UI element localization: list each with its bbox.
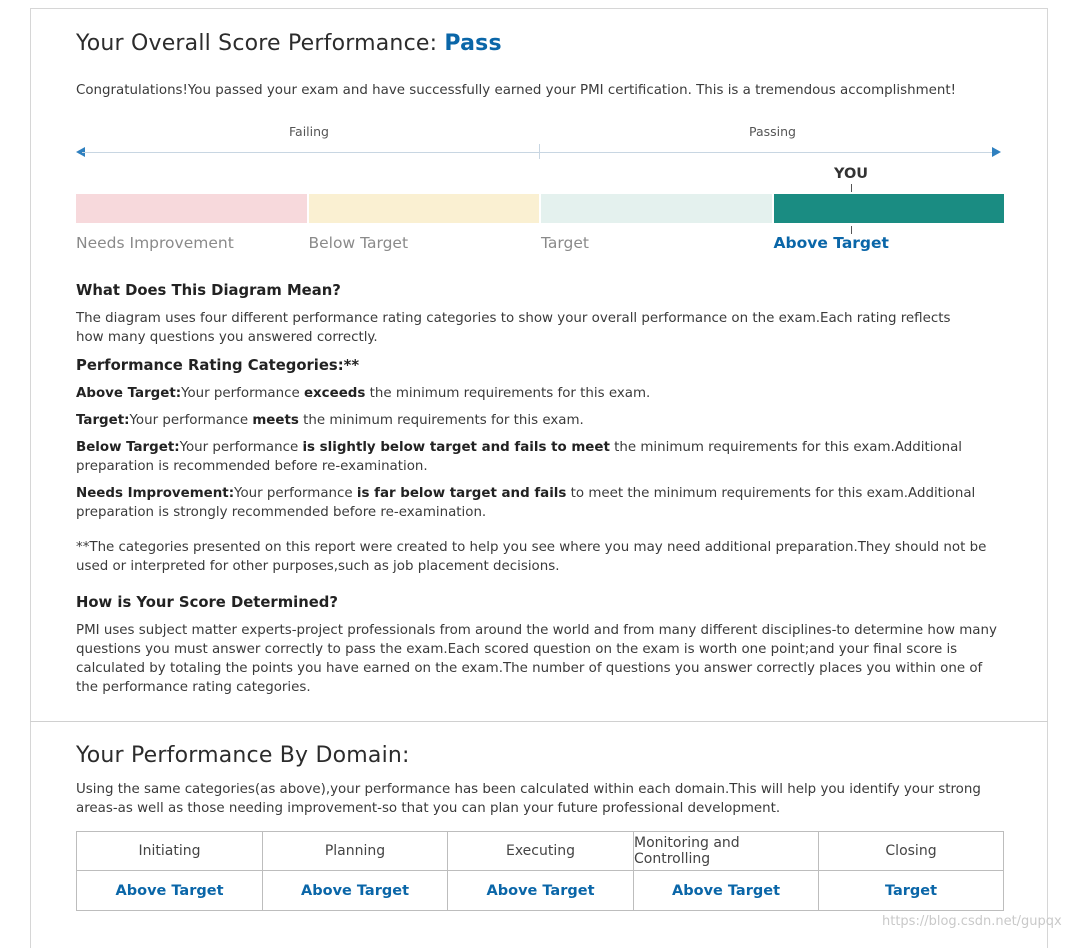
domain-performance-title: Your Performance By Domain: [76, 743, 410, 768]
domain-table [76, 831, 1004, 911]
scale-label-above-target: Above Target [773, 234, 889, 252]
overall-result: Pass [444, 31, 502, 56]
rating-needs-text-1: Your performance [234, 486, 357, 501]
score-determination-text: PMI uses subject matter experts-project professionals from around the world and from many different disciplines-to determine how many questions you must answer correctly to pass the exam.Each scored question on the exam is worth one point;and your final score is calculated by totaling the points you have earned on the exam.The number of questions you answer correctly places you within one of the performance rating categories. [76, 623, 997, 695]
rating-target-label: Target: [76, 413, 130, 428]
scale-label-target: Target [541, 234, 589, 252]
domain-column [819, 832, 1003, 910]
rating-above-target [76, 384, 1006, 403]
diagram-meaning-text: The diagram uses four different performance rating categories to show your overall performance on the exam.Each rating reflects how many questions you answered correctly. [76, 311, 951, 345]
domain-rating: Above Target [486, 882, 595, 899]
domain-name: Executing [448, 832, 633, 871]
rating-needs-text-2: to meet the minimum requirements for this exam.Additional preparation is strongly recommended before re-examination. [76, 486, 976, 520]
domain-name: Monitoring and Controlling [634, 832, 818, 871]
overall-score-title [76, 31, 502, 56]
domain-performance-text: Using the same categories(as above),your performance has been calculated within each domain.This will help you identify your strong areas-as well as those needing improvement-so that you can plan your future professional development. [76, 782, 981, 816]
rating-below-text-1: Your performance [179, 440, 303, 455]
overall-title-prefix: Your Overall Score Performance: [76, 31, 445, 56]
domain-rating: Above Target [115, 882, 224, 899]
scale-segment-below-target [309, 194, 540, 223]
scale-midpoint-tick [539, 144, 540, 159]
scale-label-below-target: Below Target [308, 234, 409, 252]
passing-label: Passing [749, 124, 796, 139]
scale-segment-needs-improvement [76, 194, 307, 223]
domain-column [77, 832, 263, 910]
arrow-right-icon [992, 147, 1001, 157]
rating-below-text-2: the minimum requirements for this exam.Additional preparation is recommended before re-examination. [76, 440, 963, 474]
domain-name: Initiating [77, 832, 262, 871]
rating-below-bold: is slightly below target and fails to meet [302, 440, 610, 455]
domain-rating: Above Target [301, 882, 409, 899]
rating-target [76, 411, 1006, 430]
domain-rating: Above Target [672, 882, 780, 899]
rating-below-label: Below Target: [76, 440, 180, 455]
diagram-meaning-heading: What Does This Diagram Mean? [76, 282, 341, 299]
domain-name: Closing [819, 832, 1003, 871]
you-marker-tick-bottom [851, 226, 852, 234]
rating-above-label: Above Target: [76, 386, 182, 401]
rating-target-bold: meets [252, 413, 299, 428]
rating-needs-label: Needs Improvement: [76, 486, 235, 501]
rating-above-text-1: Your performance [181, 386, 304, 401]
scale-segment-above-target [774, 194, 1005, 223]
domain-rating: Target [884, 882, 938, 899]
score-determination-heading: How is Your Score Determined? [76, 594, 338, 611]
rating-needs-improvement [76, 484, 1006, 522]
domain-column [263, 832, 448, 910]
section-divider [30, 721, 1048, 722]
domain-column [448, 832, 634, 910]
scale-label-needs-improvement: Needs Improvement [76, 234, 234, 252]
domain-column [634, 832, 819, 910]
scale-segment-target [541, 194, 772, 223]
rating-below-target [76, 438, 1006, 476]
rating-above-bold: exceeds [303, 386, 366, 401]
congratulations-text: Congratulations!You passed your exam and have successfully earned your PMI certification. This is a tremendous accomplishment! [76, 83, 956, 98]
rating-target-text-2: the minimum requirements for this exam. [298, 413, 584, 428]
rating-target-text-1: Your performance [129, 413, 253, 428]
rating-needs-bold: is far below target and fails [356, 486, 567, 501]
rating-footnote: **The categories presented on this report were created to help you see where you may need additional preparation.They should not be used or interpreted for other purposes,such as job placement decisions. [76, 540, 987, 574]
rating-above-text-2: the minimum requirements for this exam. [365, 386, 651, 401]
rating-categories-heading: Performance Rating Categories:** [76, 357, 360, 374]
you-marker-label: YOU [834, 166, 869, 182]
watermark: https://blog.csdn.net/gupqx [882, 914, 1062, 929]
domain-name: Planning [263, 832, 447, 871]
failing-label: Failing [289, 124, 329, 139]
you-marker-tick-top [851, 184, 852, 192]
